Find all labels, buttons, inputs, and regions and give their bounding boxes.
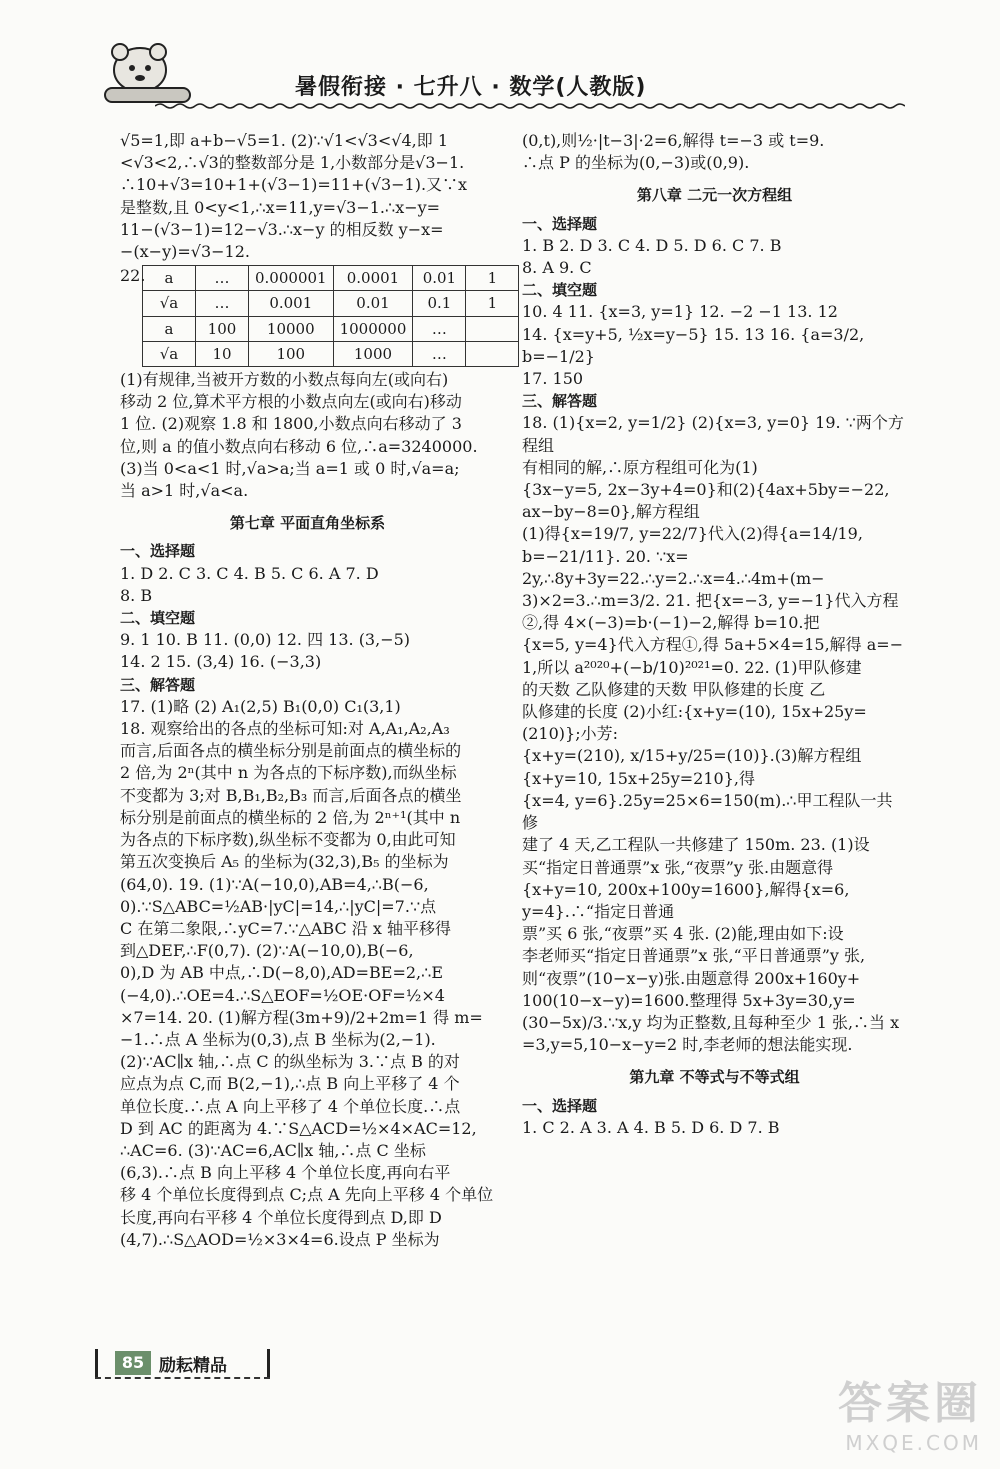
answer-line: 有相同的解,∴原方程组可化为(1) [522, 457, 758, 477]
chapter-9-title: 第九章 不等式与不等式组 [629, 1068, 800, 1087]
table-cell: √a [143, 291, 196, 316]
answer-line: 100(10−x−y)=1600.整理得 5x+3y=30,y= [522, 990, 856, 1010]
table-cell: 1000000 [333, 316, 413, 341]
brand-label: 励耘精品 [159, 1356, 227, 1376]
table-cell [466, 316, 519, 341]
answer-line: 1,所以 a²⁰²⁰+(−b/10)²⁰²¹=0. 22. (1)甲队修建 [522, 657, 862, 677]
table-cell: 1000 [333, 341, 413, 366]
section-heading: 二、填空题 [120, 609, 196, 628]
answer-line: 为各点的下标序数),纵坐标不变都为 0,由此可知 [120, 830, 456, 850]
answer-line: 14. {x=y+5, ½x=y−5} 15. 13 16. {a=3/2, b=−1/2} [522, 324, 865, 366]
answer-line: 单位长度.∴点 A 向上平移了 4 个单位长度.∴点 [120, 1096, 461, 1116]
page-header [95, 40, 905, 110]
intro-line: 是整数,且 0<y<1,∴x=11,y=√3−1.∴x−y= [120, 197, 441, 217]
answer-line: 0).∵S△ABC=½AB·|yC|=14,∴|yC|=7.∵点 [120, 896, 437, 916]
answer-line: (64,0). 19. (1)∵A(−10,0),AB=4,∴B(−6, [120, 874, 429, 894]
bear-mascot-icon [95, 40, 205, 110]
answer-line: 到△DEF,∴F(0,7). (2)∵A(−10,0),B(−6, [120, 941, 414, 961]
answer-line: 队修建的长度 (2)小红:{x+y=(10), 15x+25y=(210)};小芳: [522, 702, 867, 744]
answer-line: D 到 AC 的距离为 4.∵S△ACD=½×4×AC=12, [120, 1118, 477, 1138]
table-cell: 100 [196, 316, 249, 341]
answer-line: (1)得{x=19/7, y=22/7}代入(2)得{a=14/19, b=−21/11}. 20. ∵x= [522, 524, 863, 566]
section-heading: 一、选择题 [120, 542, 196, 561]
answer-line: −1.∴点 A 坐标为(0,3),点 B 坐标为(2,−1). [120, 1029, 436, 1049]
answer-line: (6,3).∴点 B 向上平移 4 个单位长度,再向右平 [120, 1163, 451, 1183]
table-row [143, 341, 519, 366]
answer-line: {3x−y=5, 2x−3y+4=0}和(2){4ax+5by=−22, ax−by−8=0},解方程组 [522, 480, 890, 522]
section-heading: 三、解答题 [120, 675, 196, 694]
table-row [143, 266, 519, 291]
footer-bar [267, 1349, 270, 1377]
table-row [143, 291, 519, 316]
table-cell: 0.01 [333, 291, 413, 316]
answer-line: 14. 2 15. (3,4) 16. (−3,3) [120, 652, 322, 672]
answer-line: 买“指定日普通票”x 张,“夜票”y 张.由题意得 [522, 857, 834, 877]
answer-line: 标分别是前面点的横坐标的 2 倍,为 2ⁿ⁺¹(其中 n [120, 807, 461, 827]
right-column [522, 130, 907, 1139]
section-heading: 一、选择题 [522, 1096, 598, 1115]
answer-line: 李老师买“指定日普通票”x 张,“平日普通票”y 张, [522, 946, 866, 966]
footer-bar [95, 1349, 98, 1377]
answer-line: (4,7).∴S△AOD=½×3×4=6.设点 P 坐标为 [120, 1229, 440, 1249]
page-footer [95, 1345, 275, 1385]
answer-line: 1. C 2. A 3. A 4. B 5. D 6. D 7. B [522, 1117, 780, 1137]
answer-line: {x+y=10, 200x+100y=1600},解得{x=6, y=4}.∴“指定日普通 [522, 879, 850, 921]
section-heading: 三、解答题 [522, 392, 598, 411]
table-cell: a [143, 266, 196, 291]
answer-line: {x=4, y=6}.25y=25×6=150(m).∴甲工程队一共修 [522, 790, 893, 833]
answer-line: 建了 4 天,乙工程队一共修建了 150m. 23. (1)设 [522, 835, 870, 855]
answer-line: 3)×2=3.∴m=3/2. 21. 把{x=−3, y=−1}代入方程 [522, 591, 899, 611]
intro-line: ∴10+√3=10+1+(√3−1)=11+(√3−1).又∵x [120, 175, 468, 195]
answer-line: 2 倍,为 2ⁿ(其中 n 为各点的下标序数),而纵坐标 [120, 763, 457, 783]
watermark [838, 1367, 982, 1455]
table-cell: 0.1 [413, 291, 466, 316]
answer-line: (−4,0).∴OE=4.∴S△EOF=½OE·OF=½×4 [120, 985, 445, 1005]
answer-line: ∴AC=6. (3)∵AC=6,AC∥x 轴,∴点 C 坐标 [120, 1140, 426, 1160]
q22-line: 移动 2 位,算术平方根的小数点向左(或向右)移动 [120, 392, 462, 412]
table-cell: √a [143, 341, 196, 366]
header-wave-divider [155, 102, 905, 110]
chapter-8-title: 第八章 二元一次方程组 [636, 186, 793, 205]
q22-line: 当 a>1 时,√a<a. [120, 481, 249, 501]
header-title: 暑假衔接 · 七升八 · 数学(人教版) [295, 75, 647, 100]
page-number: 85 [115, 1351, 151, 1375]
answer-line: (2)∵AC∥x 轴,∴点 C 的纵坐标为 3.∵点 B 的对 [120, 1052, 460, 1072]
intro-line: √5=1,即 a+b−√5=1. (2)∵√1<√3<√4,即 1 [120, 131, 448, 150]
table-cell: … [413, 341, 466, 366]
q22-line: (1)有规律,当被开方数的小数点每向左(或向右) [120, 370, 449, 390]
answer-line: 第五次变换后 A₅ 的坐标为(32,3),B₅ 的坐标为 [120, 852, 449, 872]
answer-line: 不变都为 3;对 B,B₁,B₂,B₃ 而言,后面各点的横坐 [120, 785, 462, 805]
answer-line: 18. (1){x=2, y=1/2} (2){x=3, y=0} 19. ∵两个方程组 [522, 413, 904, 455]
table-cell: 0.001 [249, 291, 334, 316]
answer-line: (30−5x)/3.∵x,y 均为正整数,且每种至少 1 张,∴当 x [522, 1012, 900, 1032]
answer-line: ×7=14. 20. (1)解方程(3m+9)/2+2m=1 得 m= [120, 1007, 483, 1027]
answer-line: 18. 观察给出的各点的坐标可知:对 A,A₁,A₂,A₃ [120, 719, 450, 739]
answer-line: 1. D 2. C 3. C 4. B 5. C 6. A 7. D [120, 563, 379, 583]
answer-line: 则“夜票”(10−x−y)张.由题意得 200x+160y+ [522, 968, 861, 988]
intro-line: <√3<2,∴√3的整数部分是 1,小数部分是√3−1. [120, 153, 465, 173]
answer-line: 的天数 乙队修建的天数 甲队修建的长度 乙 [522, 679, 826, 699]
table-cell: a [143, 316, 196, 341]
q22-line: 1 位. (2)观察 1.8 和 1800,小数点向右移动了 3 [120, 414, 462, 434]
answer-line: 应点为点 C,而 B(2,−1),∴点 B 向上平移了 4 个 [120, 1074, 460, 1094]
watermark-url: MXQE.COM [845, 1431, 982, 1455]
answer-line: 9. 1 10. B 11. (0,0) 12. 四 13. (3,−5) [120, 630, 411, 650]
table-cell [466, 341, 519, 366]
table-cell: 0.0001 [333, 266, 413, 291]
answer-line: 8. B [120, 585, 153, 605]
table-row [143, 316, 519, 341]
question-22-label: 22. [120, 266, 146, 286]
section-heading: 二、填空题 [522, 281, 598, 300]
answer-line: 8. A 9. C [522, 258, 592, 278]
answer-line: =3,y=5,10−x−y=2 时,李老师的想法能实现. [522, 1035, 853, 1055]
answer-line: 0),D 为 AB 中点,∴D(−8,0),AD=BE=2,∴E [120, 963, 444, 983]
section-heading: 一、选择题 [522, 214, 598, 233]
table-cell: … [196, 266, 249, 291]
answer-line: 17. 150 [522, 369, 584, 389]
footer-dashed-line [95, 1377, 270, 1379]
table-cell: 0.000001 [249, 266, 334, 291]
answer-line: 票”买 6 张,“夜票”买 4 张. (2)能,理由如下:设 [522, 924, 844, 944]
answer-line: 1. B 2. D 3. C 4. D 5. D 6. C 7. B [522, 235, 782, 255]
table-cell: 1 [466, 291, 519, 316]
answer-line: 10. 4 11. {x=3, y=1} 12. −2 −1 13. 12 [522, 302, 838, 322]
answer-line: 长度,再向右平移 4 个单位长度得到点 D,即 D [120, 1207, 442, 1227]
answer-line: 2y,∴8y+3y=22.∴y=2.∴x=4.∴4m+(m− [522, 568, 825, 588]
answer-line: ∴点 P 的坐标为(0,−3)或(0,9). [522, 153, 750, 173]
answer-line: 移 4 个单位长度得到点 C;点 A 先向上平移 4 个单位 [120, 1185, 494, 1205]
table-cell: 10 [196, 341, 249, 366]
table-cell: 0.01 [413, 266, 466, 291]
answer-line: 17. (1)略 (2) A₁(2,5) B₁(0,0) C₁(3,1) [120, 696, 401, 716]
answer-line: (0,t),则½·|t−3|·2=6,解得 t=−3 或 t=9. [522, 131, 825, 150]
table-cell: 10000 [249, 316, 334, 341]
table-cell: 100 [249, 341, 334, 366]
chapter-7-title: 第七章 平面直角坐标系 [229, 514, 386, 533]
answer-line: {x=5, y=4}代入方程①,得 5a+5×4=15,解得 a=− [522, 635, 904, 655]
q22-line: (3)当 0<a<1 时,√a>a;当 a=1 或 0 时,√a=a; [120, 458, 460, 478]
table-cell: … [413, 316, 466, 341]
answer-line: C 在第二象限,∴yC=7.∵△ABC 沿 x 轴平移得 [120, 918, 451, 938]
intro-line: −(x−y)=√3−12. [120, 242, 250, 262]
answer-line: {x+y=(210), x/15+y/25=(10)}.(3)解方程组{x+y=10, 15x+25y=210},得 [522, 746, 862, 788]
answer-line: ②,得 4×(−3)=b·(−1)−2,解得 b=10.把 [522, 613, 820, 633]
table-cell: 1 [466, 266, 519, 291]
table-cell: … [196, 291, 249, 316]
answer-line: 而言,后面各点的横坐标分别是前面点的横坐标的 [120, 741, 462, 761]
q22-line: 位,则 a 的值小数点向右移动 6 位,∴a=3240000. [120, 436, 478, 456]
left-column [120, 130, 498, 1251]
watermark-title: 答案圈 [838, 1378, 982, 1429]
square-root-table [142, 265, 519, 367]
intro-line: 11−(√3−1)=12−√3.∴x−y 的相反数 y−x= [120, 219, 444, 239]
